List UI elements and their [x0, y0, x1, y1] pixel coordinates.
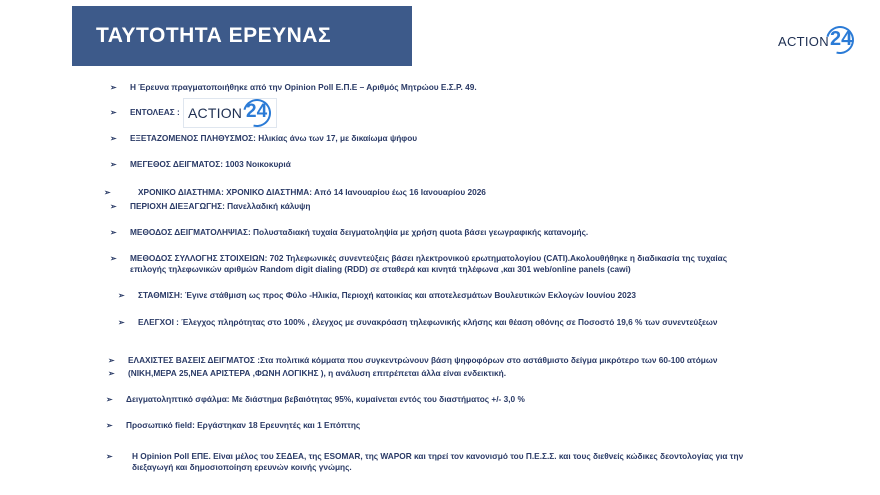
client-logo-number: 24 — [246, 101, 268, 122]
page-title: ΤΑΥΤΟΤΗΤΑ ΕΡΕΥΝΑΣ — [96, 24, 332, 47]
client-logo-word: ACTION — [188, 105, 243, 121]
arrow-bullet-icon: ➢ — [118, 318, 125, 327]
row-text: Η Opinion Poll ΕΠΕ. Είναι μέλος του ΣΕΔΕΑ, της ESOMAR, της WAPOR και τηρεί τον κανονισμό του Π.Ε.Σ.Σ. και τους διεθνείς κώδικες δεοντολογίας για την — [132, 451, 744, 461]
arrow-bullet-icon: ➢ — [110, 108, 117, 117]
logo-word: ACTION — [778, 34, 829, 49]
arrow-bullet-icon: ➢ — [108, 356, 115, 365]
arrow-bullet-icon: ➢ — [106, 395, 113, 404]
client-logo — [183, 98, 277, 128]
row-text: (ΝΙΚΗ,ΜΕΡΑ 25,ΝΕΑ ΑΡΙΣΤΕΡΑ ,ΦΩΝΗ ΛΟΓΙΚΗΣ ), η ανάλυση επιτρέπεται άλλα είναι ενδεικτική. — [128, 368, 506, 378]
row-text: Η Έρευνα πραγματοποιήθηκε από την Opinion Poll Ε.Π.Ε – Αριθμός Μητρώου Ε.Σ.Ρ. 49. — [130, 82, 477, 92]
logo-number: 24 — [830, 28, 853, 50]
row-text: Δειγματοληπτικό σφάλμα: Με διάστημα βεβαιότητας 95%, κυμαίνεται εντός του διαστήματος +/- 3,0 % — [126, 394, 525, 404]
arrow-bullet-icon: ➢ — [110, 254, 117, 263]
row-text: ΕΛΑΧΙΣΤΕΣ ΒΑΣΕΙΣ ΔΕΙΓΜΑΤΟΣ :Στα πολιτικά κόμματα που συγκεντρώνουν βάση ψηφοφόρων στο αστάθμιστο δείγμα μικρότερο των 60-100 ατόμων — [128, 355, 718, 365]
row-text: ΕΞΕΤΑΖΟΜΕΝΟΣ ΠΛΗΘΥΣΜΟΣ: Ηλικίας άνω των 17, με δικαίωμα ψήφου — [130, 133, 418, 143]
title-banner — [72, 6, 412, 66]
row-text: επιλογής τηλεφωνικών αριθμών Random digit dialing (RDD) σε σταθερά και κινητά τηλέφωνα ,και 301 web/online panels (cawi) — [130, 264, 631, 274]
row-text: ΕΝΤΟΛΕΑΣ : — [130, 107, 180, 117]
arrow-bullet-icon: ➢ — [110, 83, 117, 92]
row-text: ΜΕΓΕΘΟΣ ΔΕΙΓΜΑΤΟΣ: 1003 Νοικοκυριά — [130, 159, 291, 169]
row-text: ΜΕΘΟΔΟΣ ΣΥΛΛΟΓΗΣ ΣΤΟΙΧΕΙΩΝ: 702 Τηλεφωνικές συνεντεύξεις βάσει ηλεκτρονικού ερωτηματολογίου (CATI).Ακολουθήθηκε η διαδικασία της τυχαίας — [130, 253, 728, 263]
row-text: ΧΡΟΝΙΚΟ ΔΙΑΣΤΗΜΑ: ΧΡΟΝΙΚΟ ΔΙΑΣΤΗΜΑ: Από 14 Ιανουαρίου έως 16 Ιανουαρίου 2026 — [138, 187, 486, 197]
arrow-bullet-icon: ➢ — [118, 291, 125, 300]
arrow-bullet-icon: ➢ — [110, 134, 117, 143]
arrow-bullet-icon: ➢ — [108, 369, 115, 378]
arrow-bullet-icon: ➢ — [110, 202, 117, 211]
arrow-bullet-icon: ➢ — [110, 228, 117, 237]
row-text: ΜΕΘΟΔΟΣ ΔΕΙΓΜΑΤΟΛΗΨΙΑΣ: Πολυσταδιακή τυχαία δειγματοληψία με χρήση quota βάσει γεωγραφικής κατανομής. — [130, 227, 589, 237]
row-text: ΣΤΑΘΜΙΣΗ: Έγινε στάθμιση ως προς Φύλο -Ηλικία, Περιοχή κατοικίας και αποτελεσμάτων Βουλευτικών Εκλογών Ιουνίου 2023 — [138, 290, 636, 300]
row-text: ΠΕΡΙΟΧΗ ΔΙΕΞΑΓΩΓΗΣ: Πανελλαδική κάλυψη — [130, 201, 311, 211]
arrow-bullet-icon: ➢ — [106, 452, 113, 461]
row-text: Προσωπικό field: Εργάστηκαν 18 Ερευνητές και 1 Επόπτης — [126, 420, 361, 430]
arrow-bullet-icon: ➢ — [110, 160, 117, 169]
row-text: ΕΛΕΓΧΟΙ : Έλεγχος πληρότητας στο 100% , έλεγχος με συνακρόαση τηλεφωνικής κλήσης και θέαση οθόνης σε Ποσοστό 19,6 % των συνεντεύξεων — [138, 317, 718, 327]
arrow-bullet-icon: ➢ — [104, 188, 111, 197]
arrow-bullet-icon: ➢ — [106, 421, 113, 430]
row-text: διεξαγωγή και δημοσιοποίηση ερευνών κοινής γνώμης. — [132, 462, 352, 472]
